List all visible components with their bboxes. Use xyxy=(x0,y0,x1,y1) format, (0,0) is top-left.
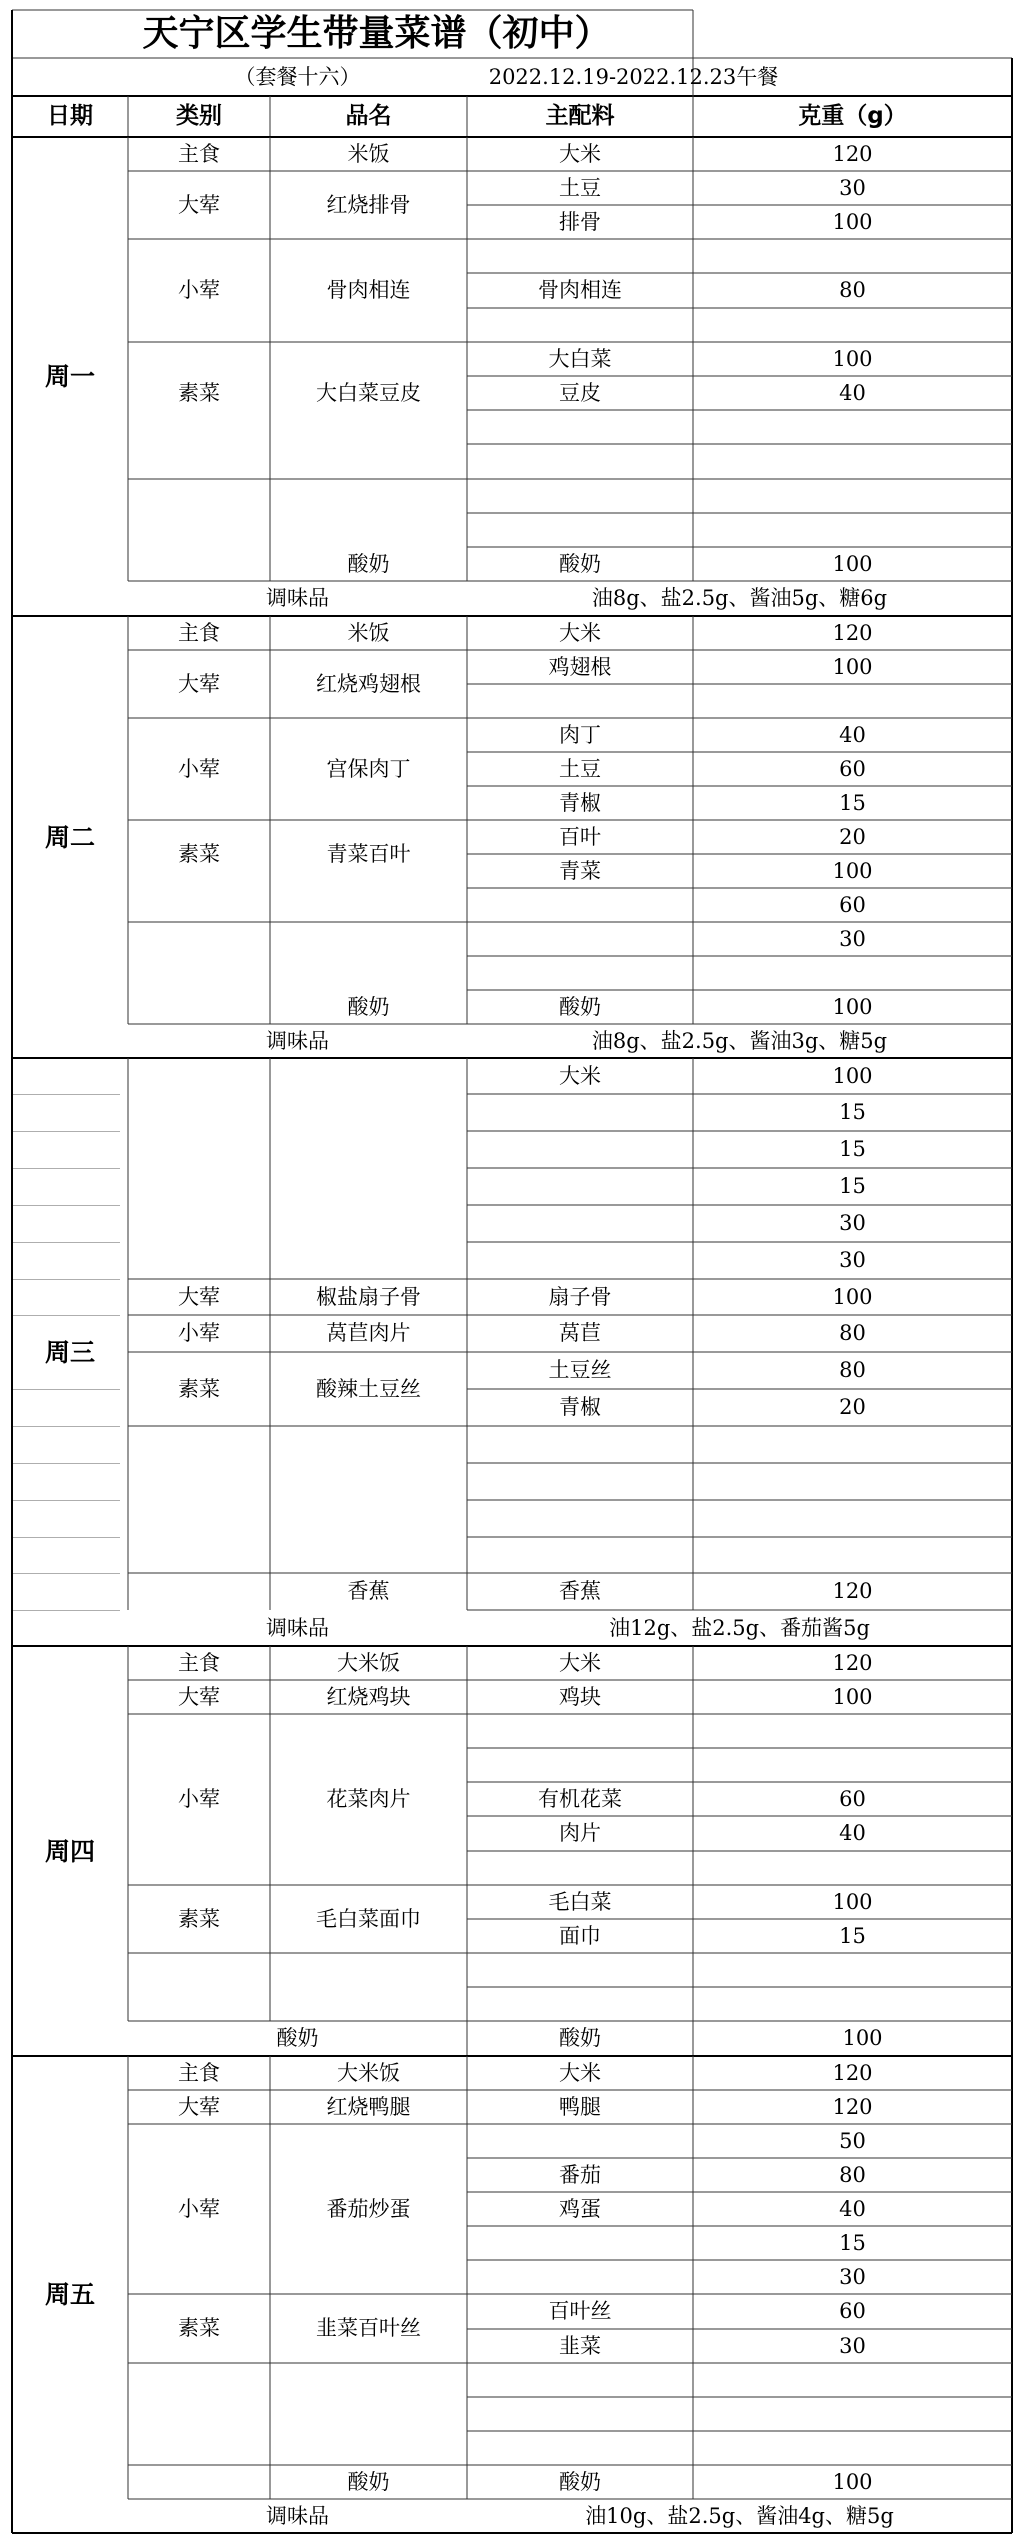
ingredient-cell: 百叶 xyxy=(559,824,601,849)
weight-cell: 120 xyxy=(832,1650,873,1675)
weight-cell: 40 xyxy=(839,722,866,747)
seasoning-text: 油8g、盐2.5g、酱油3g、糖5g xyxy=(591,1028,888,1053)
ingredient-cell: 土豆丝 xyxy=(548,1358,612,1382)
weight-cell: 100 xyxy=(832,2469,873,2494)
seasoning-text: 油12g、盐2.5g、番茄酱5g xyxy=(609,1615,870,1640)
dish-name: 酸辣土豆丝 xyxy=(316,1376,421,1401)
weight-cell: 15 xyxy=(839,1923,866,1948)
dish-name: 红烧鸭腿 xyxy=(326,2094,411,2119)
weight-cell: 100 xyxy=(832,209,873,234)
ingredient-cell: 青椒 xyxy=(559,1395,601,1419)
weight-cell: 120 xyxy=(832,1579,873,1603)
weight-cell: 30 xyxy=(839,2333,866,2358)
ingredient-cell: 番茄 xyxy=(559,2162,601,2187)
dish-name: 大米饭 xyxy=(337,1650,400,1675)
dish-name: 香蕉 xyxy=(347,1579,390,1603)
ingredient-cell: 有机花菜 xyxy=(538,1786,622,1811)
weight-cell: 120 xyxy=(832,141,873,166)
dish-name: 米饭 xyxy=(347,141,390,166)
dish-name: 大白菜豆皮 xyxy=(316,380,421,405)
seasoning-label: 调味品 xyxy=(266,1028,329,1053)
category-label: 主食 xyxy=(178,2060,220,2085)
ingredient-cell: 酸奶 xyxy=(559,2469,601,2494)
weight-cell: 30 xyxy=(839,1248,866,1272)
weight-cell: 100 xyxy=(832,551,873,576)
weight-cell: 60 xyxy=(839,756,866,781)
weight-cell: 120 xyxy=(832,2094,873,2119)
dish-name: 酸奶 xyxy=(347,2469,390,2494)
category-label: 大荤 xyxy=(178,192,220,217)
weight-cell: 15 xyxy=(839,1174,866,1198)
ingredient-cell: 酸奶 xyxy=(559,994,601,1019)
category-label: 主食 xyxy=(178,620,220,645)
header-date: 日期 xyxy=(47,103,93,129)
ingredient-cell: 鸡块 xyxy=(559,1684,601,1709)
weight-cell: 15 xyxy=(839,790,866,815)
weight-cell: 30 xyxy=(839,2264,866,2289)
category-label: 素菜 xyxy=(178,1906,220,1931)
ingredient-cell: 扇子骨 xyxy=(548,1284,612,1309)
weight-cell: 50 xyxy=(839,2128,866,2153)
weight-cell: 40 xyxy=(839,380,866,405)
weight-cell: 15 xyxy=(839,2230,866,2255)
seasoning-label: 调味品 xyxy=(266,2503,329,2528)
ingredient-cell: 土豆 xyxy=(559,756,601,781)
ingredient-cell: 酸奶 xyxy=(559,2026,601,2050)
ingredient-cell: 豆皮 xyxy=(559,380,601,405)
dish-name: 红烧鸡块 xyxy=(326,1684,411,1709)
menu-subtitle: （套餐十六） xyxy=(234,64,361,89)
dish-name: 番茄炒蛋 xyxy=(326,2196,411,2221)
ingredient-cell: 土豆 xyxy=(559,175,601,200)
ingredient-cell: 面巾 xyxy=(559,1923,601,1948)
day-label: 周二 xyxy=(44,822,95,852)
day-label: 周五 xyxy=(44,2280,95,2309)
dish-name: 酸奶 xyxy=(276,2026,319,2050)
weight-cell: 80 xyxy=(839,278,866,302)
seasoning-text: 油10g、盐2.5g、酱油4g、糖5g xyxy=(585,2503,894,2528)
dish-name: 骨肉相连 xyxy=(326,278,411,302)
weight-cell: 20 xyxy=(839,1395,866,1419)
category-label: 小荤 xyxy=(178,1321,220,1345)
category-label: 小荤 xyxy=(178,1787,220,1811)
header-ingredient: 主配料 xyxy=(545,103,615,129)
weight-cell: 100 xyxy=(832,654,873,679)
date-range: 2022.12.19-2022.12.23午餐 xyxy=(488,64,779,89)
category-label: 素菜 xyxy=(178,2316,220,2340)
header-category: 类别 xyxy=(176,103,222,129)
weight-cell: 15 xyxy=(839,1137,866,1161)
weight-cell: 100 xyxy=(832,1889,873,1914)
weight-cell: 30 xyxy=(839,175,866,200)
ingredient-cell: 鸡翅根 xyxy=(548,654,612,679)
category-label: 主食 xyxy=(178,141,220,166)
weight-cell: 100 xyxy=(832,1684,873,1709)
seasoning-text: 油8g、盐2.5g、酱油5g、糖6g xyxy=(591,586,888,610)
weight-cell: 60 xyxy=(839,892,866,917)
category-label: 大荤 xyxy=(178,1684,220,1709)
weight-cell: 30 xyxy=(839,1211,866,1235)
ingredient-cell: 大米 xyxy=(559,1063,601,1088)
dish-name: 酸奶 xyxy=(347,551,390,576)
dish-name: 椒盐扇子骨 xyxy=(316,1284,421,1309)
category-label: 大荤 xyxy=(178,1284,220,1309)
ingredient-cell: 青菜 xyxy=(559,858,601,883)
ingredient-cell: 青椒 xyxy=(559,790,601,815)
weight-cell: 80 xyxy=(839,1358,866,1382)
weight-cell: 120 xyxy=(832,2060,873,2085)
weight-cell: 60 xyxy=(839,1786,866,1811)
dish-name: 花菜肉片 xyxy=(326,1787,411,1811)
seasoning-label: 调味品 xyxy=(266,1615,329,1640)
category-label: 素菜 xyxy=(178,1376,220,1401)
day-label: 周四 xyxy=(44,1836,95,1866)
ingredient-cell: 酸奶 xyxy=(559,551,601,576)
dish-name: 宫保肉丁 xyxy=(326,756,411,781)
weight-cell: 40 xyxy=(839,2196,866,2221)
dish-name: 莴苣肉片 xyxy=(326,1321,411,1345)
category-label: 小荤 xyxy=(178,756,220,781)
weight-cell: 100 xyxy=(832,994,873,1019)
ingredient-cell: 鸭腿 xyxy=(559,2094,601,2119)
ingredient-cell: 鸡蛋 xyxy=(559,2196,601,2221)
ingredient-cell: 大米 xyxy=(559,1650,601,1675)
dish-name: 红烧排骨 xyxy=(326,192,411,217)
dish-name: 酸奶 xyxy=(347,994,390,1019)
ingredient-cell: 大米 xyxy=(559,2060,601,2085)
header-dish: 品名 xyxy=(345,103,392,129)
dish-name: 韭菜百叶丝 xyxy=(316,2316,421,2340)
weight-cell: 100 xyxy=(832,1284,873,1309)
ingredient-cell: 香蕉 xyxy=(559,1579,601,1603)
dish-name: 毛白菜面巾 xyxy=(316,1906,421,1931)
ingredient-cell: 百叶丝 xyxy=(548,2299,612,2323)
ingredient-cell: 肉丁 xyxy=(559,722,601,747)
category-label: 大荤 xyxy=(178,671,220,696)
weight-cell: 20 xyxy=(839,824,866,849)
ingredient-cell: 大米 xyxy=(559,620,601,645)
dish-name: 红烧鸡翅根 xyxy=(316,671,421,696)
seasoning-label: 调味品 xyxy=(266,586,329,610)
header-weight: 克重（g） xyxy=(798,103,907,129)
weight-cell: 30 xyxy=(839,926,866,951)
weight-cell: 100 xyxy=(832,858,873,883)
ingredient-cell: 大白菜 xyxy=(548,346,612,371)
category-label: 小荤 xyxy=(178,278,220,302)
dish-name: 米饭 xyxy=(347,620,390,645)
ingredient-cell: 莴苣 xyxy=(559,1321,601,1345)
ingredient-cell: 韭菜 xyxy=(559,2333,601,2358)
weight-cell: 15 xyxy=(839,1100,866,1124)
weight-cell: 100 xyxy=(832,346,873,371)
weight-cell: 100 xyxy=(832,1063,873,1088)
weight-cell: 80 xyxy=(839,1321,866,1345)
category-label: 小荤 xyxy=(178,2196,220,2221)
ingredient-cell: 排骨 xyxy=(559,209,601,234)
category-label: 主食 xyxy=(178,1650,220,1675)
dish-name: 青菜百叶 xyxy=(326,841,411,866)
category-label: 素菜 xyxy=(178,380,220,405)
weight-cell: 40 xyxy=(839,1821,866,1845)
ingredient-cell: 毛白菜 xyxy=(548,1889,612,1914)
weight-cell: 60 xyxy=(839,2299,866,2323)
category-label: 大荤 xyxy=(178,2094,220,2119)
page-title: 天宁区学生带量菜谱（初中） xyxy=(142,13,611,54)
category-label: 素菜 xyxy=(178,841,220,866)
weight-cell: 120 xyxy=(832,620,873,645)
dish-name: 大米饭 xyxy=(337,2060,400,2085)
weight-cell: 80 xyxy=(839,2162,866,2187)
ingredient-cell: 肉片 xyxy=(559,1821,601,1845)
day-label: 周三 xyxy=(44,1337,95,1367)
weight-cell: 100 xyxy=(842,2026,883,2050)
ingredient-cell: 骨肉相连 xyxy=(538,278,622,302)
day-label: 周一 xyxy=(44,362,95,391)
ingredient-cell: 大米 xyxy=(559,141,601,166)
